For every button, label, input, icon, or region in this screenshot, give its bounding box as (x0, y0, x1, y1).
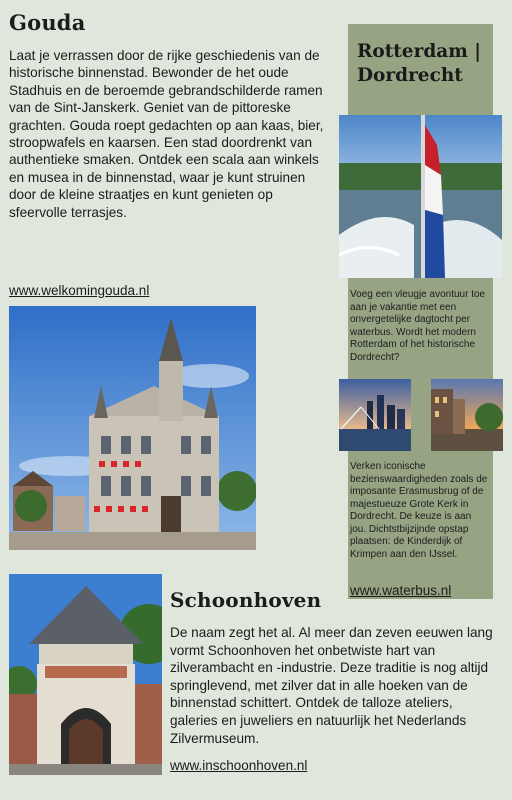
dordrecht-canal-photo (431, 379, 503, 451)
waterbus-flag-photo (339, 115, 502, 278)
sidebar-heading: Rotterdam | Dordrecht (357, 41, 481, 86)
schoonhoven-website-link[interactable]: www.inschoonhoven.nl (170, 758, 308, 773)
gouda-description: Laat je verrassen door de rijke geschiedenis van de historische binnenstad. Bewonder de het oude Stadhuis en de beroemde gebrandschilderde ramen van de Sint-Janskerk. Geniet van de pittoreske grachten. Gouda roept gedachten op aan kaas, bier, stroopwafels en kaarsen. Een stad doordrenkt van authentieke smaken. Ontdek een scala aan winkels en musea in de binnenstad, waar je kunt struinen door de kleine straatjes en kunt genieten op sfeervolle terrasjes. (9, 48, 324, 220)
rotterdam-skyline-photo (339, 379, 411, 451)
gouda-website-link[interactable]: www.welkomingouda.nl (9, 283, 150, 298)
schoonhoven-description: De naam zegt het al. Al meer dan zeven eeuwen lang vormt Schoonhoven het onbetwiste hart van zilverambacht en -industrie. Deze traditie is nog altijd springlevend, met zilver dat in alle hoeken van de binnenstad schittert. Ontdek de talloze ateliers, galeries en juweliers en natuurlijk het Nederlands Zilvermuseum. (170, 625, 493, 746)
sidebar-intro-text: Voeg een vleugje avontuur toe aan je vakantie met een onvergetelijke dagtocht per waterbus. Wordt het modern Rotterdam of het historische Dordrecht? (350, 289, 486, 363)
schoonhoven-heading: Schoonhoven (170, 588, 322, 612)
schoonhoven-gate-photo (9, 574, 162, 775)
waterbus-website-link[interactable]: www.waterbus.nl (350, 583, 452, 598)
gouda-heading: Gouda (9, 10, 86, 35)
sidebar-detail-text: Verken iconische bezienswaardigheden zoals de imposante Erasmusbrug of de majestueuze Grote Kerk in Dordrecht. De keuze is aan jou. Dichtstbijzijnde opstap plaatsen: de Kinderdijk of Krimpen aan den IJssel. (350, 461, 488, 560)
gouda-city-hall-photo (9, 306, 256, 550)
